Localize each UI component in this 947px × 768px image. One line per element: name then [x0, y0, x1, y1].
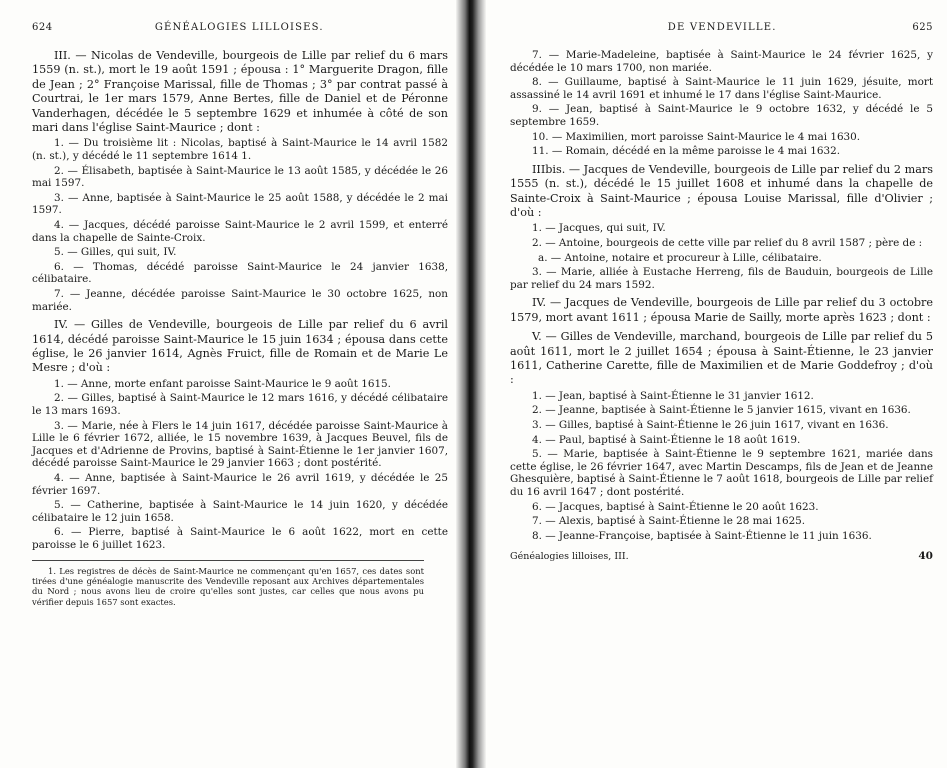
child-entry: 6. — Jacques, baptisé à Saint-Étienne le 20 août 1623.: [532, 500, 819, 513]
signature-text: Généalogies lilloises, III.: [510, 551, 629, 563]
child-entry: 6. — Thomas, décédé paroisse Saint-Maurice le 24 janvier 1638, célibataire.: [32, 260, 448, 286]
right-running-head: [510, 22, 933, 33]
child-entry: 4. — Paul, baptisé à Saint-Étienne le 18 août 1619.: [532, 433, 801, 446]
child-entry: 2. — Jeanne, baptisée à Saint-Étienne le 5 janvier 1615, vivant en 1636.: [532, 404, 911, 417]
right-running-title: DE VENDEVILLE.: [667, 22, 777, 33]
child-entry: 3. — Marie, née à Flers le 14 juin 1617, décédée paroisse Saint-Maurice à Lille le 6 février 1672, alliée, le 15 novembre 1639, à Jacques Beuvel, fils de Jacques et d'Adrienne de Provins, baptisé à Saint-Étienne le 1er janvier 1607, décédé paroisse Saint-Maurice le 29 janvier 1663 ; dont postérité.: [32, 419, 448, 470]
child-entry: 3. — Anne, baptisée à Saint-Maurice le 25 août 1588, y décédée le 2 mai 1597.: [32, 191, 448, 217]
child-entry: 6. — Pierre, baptisé à Saint-Maurice le 6 août 1622, mort en cette paroisse le 6 juillet 1623.: [32, 526, 448, 551]
child-entry: 1. — Jean, baptisé à Saint-Étienne le 31 janvier 1612.: [532, 389, 814, 402]
generation-paragraph: IV. — Jacques de Vendeville, bourgeois de Lille par relief du 3 octobre 1579, mort avant 1611 ; épousa Marie de Sailly, morte après 1623 ; dont :: [510, 296, 933, 324]
child-entry: 7. — Alexis, baptisé à Saint-Étienne le 28 mai 1625.: [532, 515, 806, 528]
child-entry: 3. — Gilles, baptisé à Saint-Étienne le 26 juin 1617, vivant en 1636.: [532, 418, 889, 431]
child-entry: a. — Antoine, notaire et procureur à Lille, célibataire.: [538, 251, 822, 264]
child-entry: 2. — Antoine, bourgeois de cette ville par relief du 8 avril 1587 ; père de :: [532, 236, 923, 249]
generation-paragraph: IIIbis. — Jacques de Vendeville, bourgeois de Lille par relief du 2 mars 1555 (n. st.), décédé le 15 juillet 1608 et inhumé dans la chapelle de Sainte-Croix à Saint-Maurice ; épousa Louise Marissal, fille d'Olivier ; d'où :: [510, 162, 933, 219]
child-entry: 1. — Anne, morte enfant paroisse Saint-Maurice le 9 août 1615.: [54, 377, 391, 390]
left-entries: [32, 49, 448, 552]
generation-paragraph: V. — Gilles de Vendeville, marchand, bourgeois de Lille par relief du 5 août 1611, mort le 2 juillet 1654 ; épousa à Saint-Étienne, le 23 janvier 1611, Catherine Carette, fille de Maximilien et de Marie Goddefroy ; d'où :: [510, 330, 933, 387]
child-entry: 1. — Jacques, qui suit, IV.: [532, 222, 666, 235]
footnote: 1. Les registres de décès de Saint-Maurice ne commençant qu'en 1657, ces dates sont tirées d'une généalogie manuscrite des Vendeville reposant aux Archives départementales du Nord ; nous avons lieu de croire qu'elles sont justes, car celles que nous avons pu vérifier depuis 1657 sont exactes.: [32, 560, 424, 608]
signature-line: [510, 550, 933, 562]
left-running-head: [32, 22, 448, 33]
generation-paragraph: IV. — Gilles de Vendeville, bourgeois de Lille par relief du 6 avril 1614, décédé paroisse Saint-Maurice le 15 juin 1634 ; épousa dans cette église, le 26 janvier 1614, Agnès Fruict, fille de Romain et de Marie Le Mesre ; d'où :: [32, 318, 448, 375]
child-entry: 11. — Romain, décédé en la même paroisse le 4 mai 1632.: [532, 145, 841, 158]
child-entry: 5. — Gilles, qui suit, IV.: [54, 246, 177, 259]
child-entry: 9. — Jean, baptisé à Saint-Maurice le 9 octobre 1632, y décédé le 5 septembre 1659.: [510, 103, 933, 128]
right-entries: [510, 49, 933, 542]
child-entry: 3. — Marie, alliée à Eustache Herreng, fils de Bauduin, bourgeois de Lille par relief du 24 mars 1592.: [510, 266, 933, 291]
child-entry: 4. — Anne, baptisée à Saint-Maurice le 26 avril 1619, y décédée le 25 février 1697.: [32, 471, 448, 497]
sheet-number: 40: [918, 550, 933, 563]
right-page-number: 625: [912, 22, 933, 33]
child-entry: 5. — Catherine, baptisée à Saint-Maurice le 14 juin 1620, y décédée célibataire le 12 juin 1658.: [32, 499, 448, 524]
left-page: [0, 0, 462, 768]
left-running-title: GÉNÉALOGIES LILLOISES.: [154, 22, 324, 33]
child-entry: 7. — Jeanne, décédée paroisse Saint-Maurice le 30 octobre 1625, non mariée.: [32, 287, 448, 313]
child-entry: 7. — Marie-Madeleine, baptisée à Saint-Maurice le 24 février 1625, y décédée le 10 mars 1700, non mariée.: [510, 49, 933, 74]
child-entry: 8. — Guillaume, baptisé à Saint-Maurice le 11 juin 1629, jésuite, mort assassiné le 14 avril 1691 et inhumé le 17 dans l'église Saint-Maurice.: [510, 76, 933, 101]
child-entry: 10. — Maximilien, mort paroisse Saint-Maurice le 4 mai 1630.: [532, 130, 861, 143]
child-entry: 8. — Jeanne-Françoise, baptisée à Saint-Étienne le 11 juin 1636.: [532, 529, 872, 542]
child-entry: 1. — Du troisième lit : Nicolas, baptisé à Saint-Maurice le 14 avril 1582 (n. st.), y décédé le 11 septembre 1614 1.: [32, 137, 448, 163]
generation-paragraph: III. — Nicolas de Vendeville, bourgeois de Lille par relief du 6 mars 1559 (n. st.), mort le 19 août 1591 ; épousa : 1° Marguerite Dragon, fille de Jean ; 2° Françoise Marissal, fille de Thomas ; 3° par contrat passé à Courtrai, le 1er mars 1579, Anne Bertes, fille de Daniel et de Péronne Vanderhagen, décédée le 5 septembre 1629 et inhumée à côté de son mari dans l'église Saint-Maurice ; dont :: [32, 49, 448, 135]
child-entry: 2. — Élisabeth, baptisée à Saint-Maurice le 13 août 1585, y décédée le 26 mai 1597.: [32, 164, 448, 190]
child-entry: 5. — Marie, baptisée à Saint-Étienne le 9 septembre 1621, mariée dans cette église, le 26 février 1647, avec Martin Descamps, fils de Jean et de Jeanne Ghesquière, baptisé à Saint-Étienne le 7 août 1618, bourgeois de Lille par relief du 16 avril 1647 ; dont postérité.: [510, 448, 933, 498]
left-page-number: 624: [32, 22, 53, 33]
child-entry: 2. — Gilles, baptisé à Saint-Maurice le 12 mars 1616, y décédé célibataire le 13 mars 1693.: [32, 392, 448, 417]
right-page: [482, 0, 947, 768]
child-entry: 4. — Jacques, décédé paroisse Saint-Maurice le 2 avril 1599, et enterré dans la chapelle de Sainte-Croix.: [32, 219, 448, 244]
